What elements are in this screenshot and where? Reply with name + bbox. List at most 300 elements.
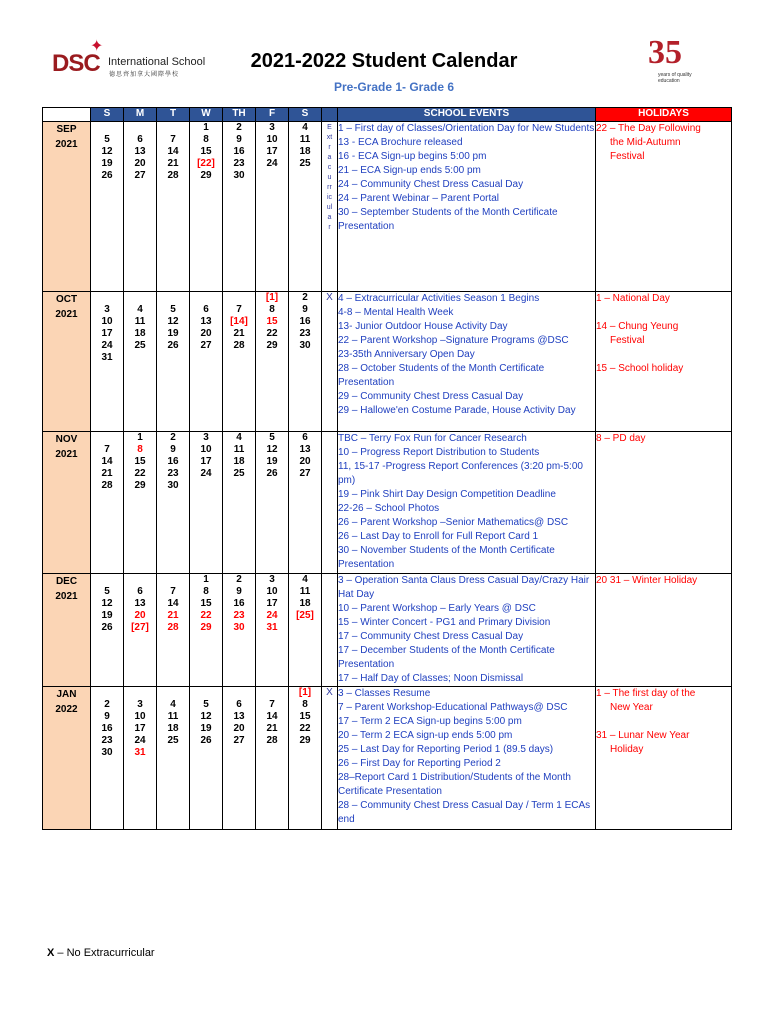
day-number (256, 747, 288, 759)
day-number: 1 (203, 574, 209, 585)
day-number: 29 (200, 622, 212, 633)
day-column (124, 574, 157, 687)
day-number: 30 (101, 747, 113, 758)
day-number: 25 (167, 735, 179, 746)
col-holidays: HOLIDAYS (596, 108, 732, 122)
day-number: [14] (230, 316, 248, 327)
day-number: 28 (266, 735, 278, 746)
day-number: 10 (101, 316, 113, 327)
day-number: 2 (170, 432, 176, 443)
month-row (43, 122, 732, 292)
day-number: 11 (233, 444, 245, 455)
day-number (190, 292, 222, 304)
day-number: 5 (104, 586, 110, 597)
event-item: 17 – Half Day of Classes; Noon Dismissal (338, 673, 524, 684)
day-number: 28 (101, 480, 113, 491)
day-number: 11 (299, 134, 311, 145)
holidays-cell (596, 292, 732, 432)
day-number: 30 (167, 480, 179, 491)
day-number: 31 (266, 622, 278, 633)
col-sun: S (91, 108, 124, 122)
day-number: 9 (170, 444, 176, 455)
day-number (157, 747, 189, 759)
holiday-item: 1 – National Day (596, 293, 670, 304)
day-number: 29 (266, 340, 278, 351)
day-number: 23 (233, 610, 245, 621)
col-fri: F (256, 108, 289, 122)
day-number: 27 (299, 468, 311, 479)
day-column (289, 122, 322, 292)
event-item: 22 – Parent Workshop –Signature Programs @DSC (338, 335, 569, 346)
day-number: 31 (101, 352, 113, 363)
day-number: 5 (269, 432, 275, 443)
day-number: 14 (266, 711, 278, 722)
day-number (190, 747, 222, 759)
day-number: 22 (200, 610, 212, 621)
day-number: 28 (167, 622, 179, 633)
event-item: 4-8 – Mental Health Week (338, 307, 454, 318)
event-item: 11, 15-17 -Progress Report Conferences (3:20 pm-5:00 pm) (338, 461, 583, 486)
event-item: 10 – Parent Workshop – Early Years @ DSC (338, 603, 536, 614)
day-number: 15 (200, 146, 212, 157)
day-number (157, 352, 189, 364)
day-number: 4 (170, 699, 176, 710)
day-number: 13 (233, 711, 245, 722)
logo-dsc-text: DSC (52, 50, 100, 77)
day-column (157, 574, 190, 687)
day-number: 12 (167, 316, 179, 327)
day-number: 17 (266, 146, 278, 157)
calendar-table (42, 107, 732, 830)
day-number: 5 (203, 699, 209, 710)
day-number: 16 (167, 456, 179, 467)
event-item: 29 – Community Chest Dress Casual Day (338, 391, 524, 402)
day-number: 2 (302, 292, 308, 303)
day-number: 27 (233, 735, 245, 746)
day-number: [27] (131, 622, 149, 633)
maple-leaf-icon: ✦ (90, 38, 104, 55)
day-number: 3 (203, 432, 209, 443)
day-number: 8 (137, 444, 143, 455)
day-column (289, 574, 322, 687)
holiday-item: 31 – Lunar New Year (596, 730, 690, 741)
event-item: 22-26 – School Photos (338, 503, 440, 514)
event-item: 15 – Winter Concert - PG1 and Primary Division (338, 617, 551, 628)
day-number: 19 (101, 158, 113, 169)
day-number: 1 (203, 122, 209, 133)
day-number: 4 (302, 574, 308, 585)
day-number: 12 (101, 598, 113, 609)
footer-text: – No Extracurricular (54, 947, 155, 959)
day-number: 21 (266, 723, 278, 734)
day-number (289, 352, 321, 364)
day-number: 7 (269, 699, 275, 710)
month-label (43, 574, 91, 687)
day-column (256, 574, 289, 687)
day-column (124, 122, 157, 292)
day-number: 19 (167, 328, 179, 339)
extracurricular-marker: X (322, 687, 338, 830)
day-number: 23 (167, 468, 179, 479)
day-column (256, 122, 289, 292)
page-subtitle: Pre-Grade 1- Grade 6 (333, 80, 455, 94)
month-year: 2021 (55, 309, 78, 320)
day-number: 10 (266, 586, 278, 597)
footer-legend (47, 947, 155, 959)
event-item: 1 – First day of Classes/Orientation Day for New Students (338, 123, 595, 134)
day-number: 17 (266, 598, 278, 609)
holidays-cell (596, 432, 732, 574)
day-number: 9 (236, 586, 242, 597)
day-number: 7 (170, 134, 176, 145)
month-row (43, 292, 732, 432)
day-column (190, 292, 223, 432)
day-number: 17 (134, 723, 146, 734)
event-item: 19 – Pink Shirt Day Design Competition Deadline (338, 489, 556, 500)
day-number: 18 (299, 598, 311, 609)
day-column (289, 292, 322, 432)
page-title: 2021-2022 Student Calendar (250, 50, 518, 72)
month-label (43, 432, 91, 574)
day-column (190, 122, 223, 292)
day-number: 20 (200, 328, 212, 339)
day-column (91, 432, 124, 574)
day-number: 26 (101, 170, 113, 181)
day-number: 11 (299, 586, 311, 597)
day-column (91, 292, 124, 432)
day-number: 18 (299, 146, 311, 157)
day-number (124, 292, 156, 304)
day-number (223, 480, 255, 492)
day-number: 8 (302, 699, 308, 710)
event-item: 17 – December Students of the Month Certificate Presentation (338, 645, 555, 670)
day-number: 8 (269, 304, 275, 315)
day-number: 24 (266, 158, 278, 169)
holiday-item: 20 31 – Winter Holiday (596, 575, 698, 586)
day-number: 10 (200, 444, 212, 455)
holiday-item: the Mid-Autumn (610, 137, 681, 148)
day-number: 20 (233, 723, 245, 734)
day-number (157, 574, 189, 586)
day-number: 18 (134, 328, 146, 339)
day-number (256, 687, 288, 699)
day-number: 22 (134, 468, 146, 479)
day-number: 23 (233, 158, 245, 169)
day-number: 26 (266, 468, 278, 479)
day-number: 2 (236, 574, 242, 585)
day-number: 19 (200, 723, 212, 734)
day-number: 12 (266, 444, 278, 455)
day-column (289, 432, 322, 574)
day-number (124, 122, 156, 134)
day-number: 26 (101, 622, 113, 633)
day-number (157, 122, 189, 134)
logo-chinese-text: 德思齊加拿大國際學校 (109, 72, 180, 78)
day-number (223, 352, 255, 364)
day-number: 25 (233, 468, 245, 479)
day-number (289, 622, 321, 634)
day-number: 13 (134, 146, 146, 157)
day-number: 6 (137, 586, 143, 597)
day-number: 7 (170, 586, 176, 597)
day-number (223, 687, 255, 699)
month-label (43, 687, 91, 830)
day-number (289, 480, 321, 492)
day-column (190, 432, 223, 574)
day-number: 3 (137, 699, 143, 710)
day-number (124, 352, 156, 364)
col-tue: T (157, 108, 190, 122)
month-year: 2021 (55, 449, 78, 460)
event-item: 17 – Term 2 ECA Sign-up begins 5:00 pm (338, 716, 522, 727)
day-number: 15 (266, 316, 278, 327)
day-number (91, 432, 123, 444)
event-item: 23-35th Anniversary Open Day (338, 349, 475, 360)
day-number: 21 (167, 158, 179, 169)
holiday-item: 15 – School holiday (596, 363, 684, 374)
day-number (289, 170, 321, 182)
event-item: 26 – Last Day to Enroll for Full Report Card 1 (338, 531, 539, 542)
day-number (223, 747, 255, 759)
day-column (223, 122, 256, 292)
holidays-cell (596, 687, 732, 830)
month-year: 2021 (55, 591, 78, 602)
month-row (43, 432, 732, 574)
day-number: 22 (299, 723, 311, 734)
day-column (256, 432, 289, 574)
day-number: 17 (101, 328, 113, 339)
day-number: 15 (134, 456, 146, 467)
day-number: 5 (104, 134, 110, 145)
col-sat: S (289, 108, 322, 122)
school-events-cell (338, 574, 596, 687)
day-column (124, 292, 157, 432)
day-number (256, 352, 288, 364)
day-column (157, 122, 190, 292)
school-events-cell (338, 687, 596, 830)
day-number: 14 (167, 146, 179, 157)
event-item: 7 – Parent Workshop-Educational Pathways@ DSC (338, 702, 568, 713)
event-item: 3 – Operation Santa Claus Dress Casual Day/Crazy Hair Hat Day (338, 575, 590, 600)
day-number: 9 (302, 304, 308, 315)
month-name: OCT (55, 294, 78, 305)
day-number (91, 122, 123, 134)
event-item: 30 – September Students of the Month Certificate Presentation (338, 207, 558, 232)
col-x (322, 108, 338, 122)
month-name: NOV (55, 434, 78, 445)
day-number (256, 170, 288, 182)
day-number (91, 574, 123, 586)
day-number (124, 687, 156, 699)
day-number: 2 (236, 122, 242, 133)
day-number: 17 (200, 456, 212, 467)
day-number: 6 (302, 432, 308, 443)
day-number: 30 (233, 622, 245, 633)
event-item: TBC – Terry Fox Run for Cancer Research (338, 433, 527, 444)
day-number: 23 (299, 328, 311, 339)
day-column (190, 574, 223, 687)
day-column (289, 687, 322, 830)
day-number: 24 (200, 468, 212, 479)
day-number: 14 (101, 456, 113, 467)
day-column (91, 122, 124, 292)
event-item: 28 – Community Chest Dress Casual Day / Term 1 ECAs end (338, 800, 591, 825)
day-number: 9 (236, 134, 242, 145)
holidays-cell (596, 574, 732, 687)
day-number: 8 (203, 586, 209, 597)
day-column (223, 292, 256, 432)
day-number: 25 (134, 340, 146, 351)
day-number (256, 480, 288, 492)
month-year: 2021 (55, 139, 78, 150)
day-column (124, 432, 157, 574)
event-item: 29 – Hallowe'en Costume Parade, House Activity Day (338, 405, 576, 416)
month-name: JAN (56, 689, 77, 700)
day-number: [1] (265, 292, 279, 303)
holiday-item: 14 – Chung Yeung (596, 321, 679, 332)
event-item: 26 – First Day for Reporting Period 2 (338, 758, 501, 769)
day-number: 11 (134, 316, 146, 327)
day-column (157, 292, 190, 432)
day-number: 13 (134, 598, 146, 609)
month-row (43, 574, 732, 687)
day-number: 25 (299, 158, 311, 169)
day-number: 19 (266, 456, 278, 467)
event-item: 25 – Last Day for Reporting Period 1 (89.5 days) (338, 744, 554, 755)
day-number: 26 (200, 735, 212, 746)
day-number (91, 687, 123, 699)
event-item: 26 – Parent Workshop –Senior Mathematics@ DSC (338, 517, 569, 528)
day-column (157, 432, 190, 574)
day-number: 16 (233, 598, 245, 609)
day-number: 2 (104, 699, 110, 710)
day-number: 4 (137, 304, 143, 315)
event-item: 30 – November Students of the Month Certificate Presentation (338, 545, 555, 570)
anniversary-badge (644, 36, 708, 86)
col-thu: TH (223, 108, 256, 122)
event-item: 24 – Community Chest Dress Casual Day (338, 179, 524, 190)
month-label (43, 122, 91, 292)
day-number: 6 (137, 134, 143, 145)
day-number: 15 (200, 598, 212, 609)
day-column (223, 574, 256, 687)
event-item: 3 – Classes Resume (338, 688, 431, 699)
day-number: 7 (236, 304, 242, 315)
col-mon: M (124, 108, 157, 122)
footer-marker: X (47, 947, 55, 959)
holiday-item: Holiday (610, 744, 644, 755)
day-number (223, 292, 255, 304)
day-number: 30 (299, 340, 311, 351)
badge-text: years of quality education (658, 72, 692, 84)
day-number: 24 (134, 735, 146, 746)
day-number: 20 (134, 158, 146, 169)
day-number (289, 747, 321, 759)
school-events-cell (338, 122, 596, 292)
day-number (124, 574, 156, 586)
month-name: SEP (56, 124, 77, 135)
event-item: 10 – Progress Report Distribution to Students (338, 447, 540, 458)
day-number: 11 (167, 711, 179, 722)
day-number: 19 (101, 610, 113, 621)
day-number (91, 292, 123, 304)
day-number (157, 687, 189, 699)
day-number: 7 (104, 444, 110, 455)
day-number: 3 (269, 574, 275, 585)
logo-school-text: International School (108, 56, 206, 68)
day-number: 9 (104, 711, 110, 722)
day-number: 28 (167, 170, 179, 181)
holiday-item: 22 – The Day Following (596, 123, 701, 134)
day-number: 23 (101, 735, 113, 746)
day-number: 27 (200, 340, 212, 351)
holiday-item: 1 – The first day of the (596, 688, 696, 699)
day-number: 16 (299, 316, 311, 327)
extracurricular-marker (322, 574, 338, 687)
day-number: 22 (266, 328, 278, 339)
day-column (223, 432, 256, 574)
event-item: 28–Report Card 1 Distribution/Students of the Month Certificate Presentation (338, 772, 571, 797)
extracurricular-vertical-text: Extracurricular (326, 124, 333, 231)
day-number: 12 (200, 711, 212, 722)
event-item: 21 – ECA Sign-up ends 5:00 pm (338, 165, 481, 176)
event-item: 4 – Extracurricular Activities Season 1 Begins (338, 293, 540, 304)
day-number: 1 (137, 432, 143, 443)
event-item: 17 – Community Chest Dress Casual Day (338, 631, 524, 642)
month-year: 2022 (55, 704, 78, 715)
day-number: 3 (269, 122, 275, 133)
day-number (190, 352, 222, 364)
month-row (43, 687, 732, 830)
day-number: 31 (134, 747, 146, 758)
holiday-item: New Year (610, 702, 653, 713)
day-number: 24 (101, 340, 113, 351)
day-column (91, 687, 124, 830)
day-number: 18 (233, 456, 245, 467)
day-number: 12 (101, 146, 113, 157)
day-column (223, 687, 256, 830)
event-item: 24 – Parent Webinar – Parent Portal (338, 193, 500, 204)
day-number: 4 (236, 432, 242, 443)
month-label (43, 292, 91, 432)
header-blank (43, 108, 91, 122)
day-number: 21 (167, 610, 179, 621)
day-number: 13 (299, 444, 311, 455)
holidays-cell (596, 122, 732, 292)
day-number: 8 (203, 134, 209, 145)
day-number: 29 (134, 480, 146, 491)
day-column (190, 687, 223, 830)
holiday-item: Festival (610, 151, 645, 162)
day-number: 29 (200, 170, 212, 181)
day-number: 16 (233, 146, 245, 157)
day-number: 15 (299, 711, 311, 722)
day-number: 24 (266, 610, 278, 621)
month-name: DEC (55, 576, 78, 587)
day-number: 6 (203, 304, 209, 315)
day-number: 10 (266, 134, 278, 145)
event-item: 16 - ECA Sign-up begins 5:00 pm (338, 151, 487, 162)
day-number: 14 (167, 598, 179, 609)
day-number: 13 (200, 316, 212, 327)
col-school-events: SCHOOL EVENTS (338, 108, 596, 122)
event-item: 13 - ECA Brochure released (338, 137, 463, 148)
school-events-cell (338, 292, 596, 432)
event-item: 13- Junior Outdoor House Activity Day (338, 321, 508, 332)
holiday-item: 8 – PD day (596, 433, 646, 444)
day-number: 21 (233, 328, 245, 339)
school-events-cell (338, 432, 596, 574)
